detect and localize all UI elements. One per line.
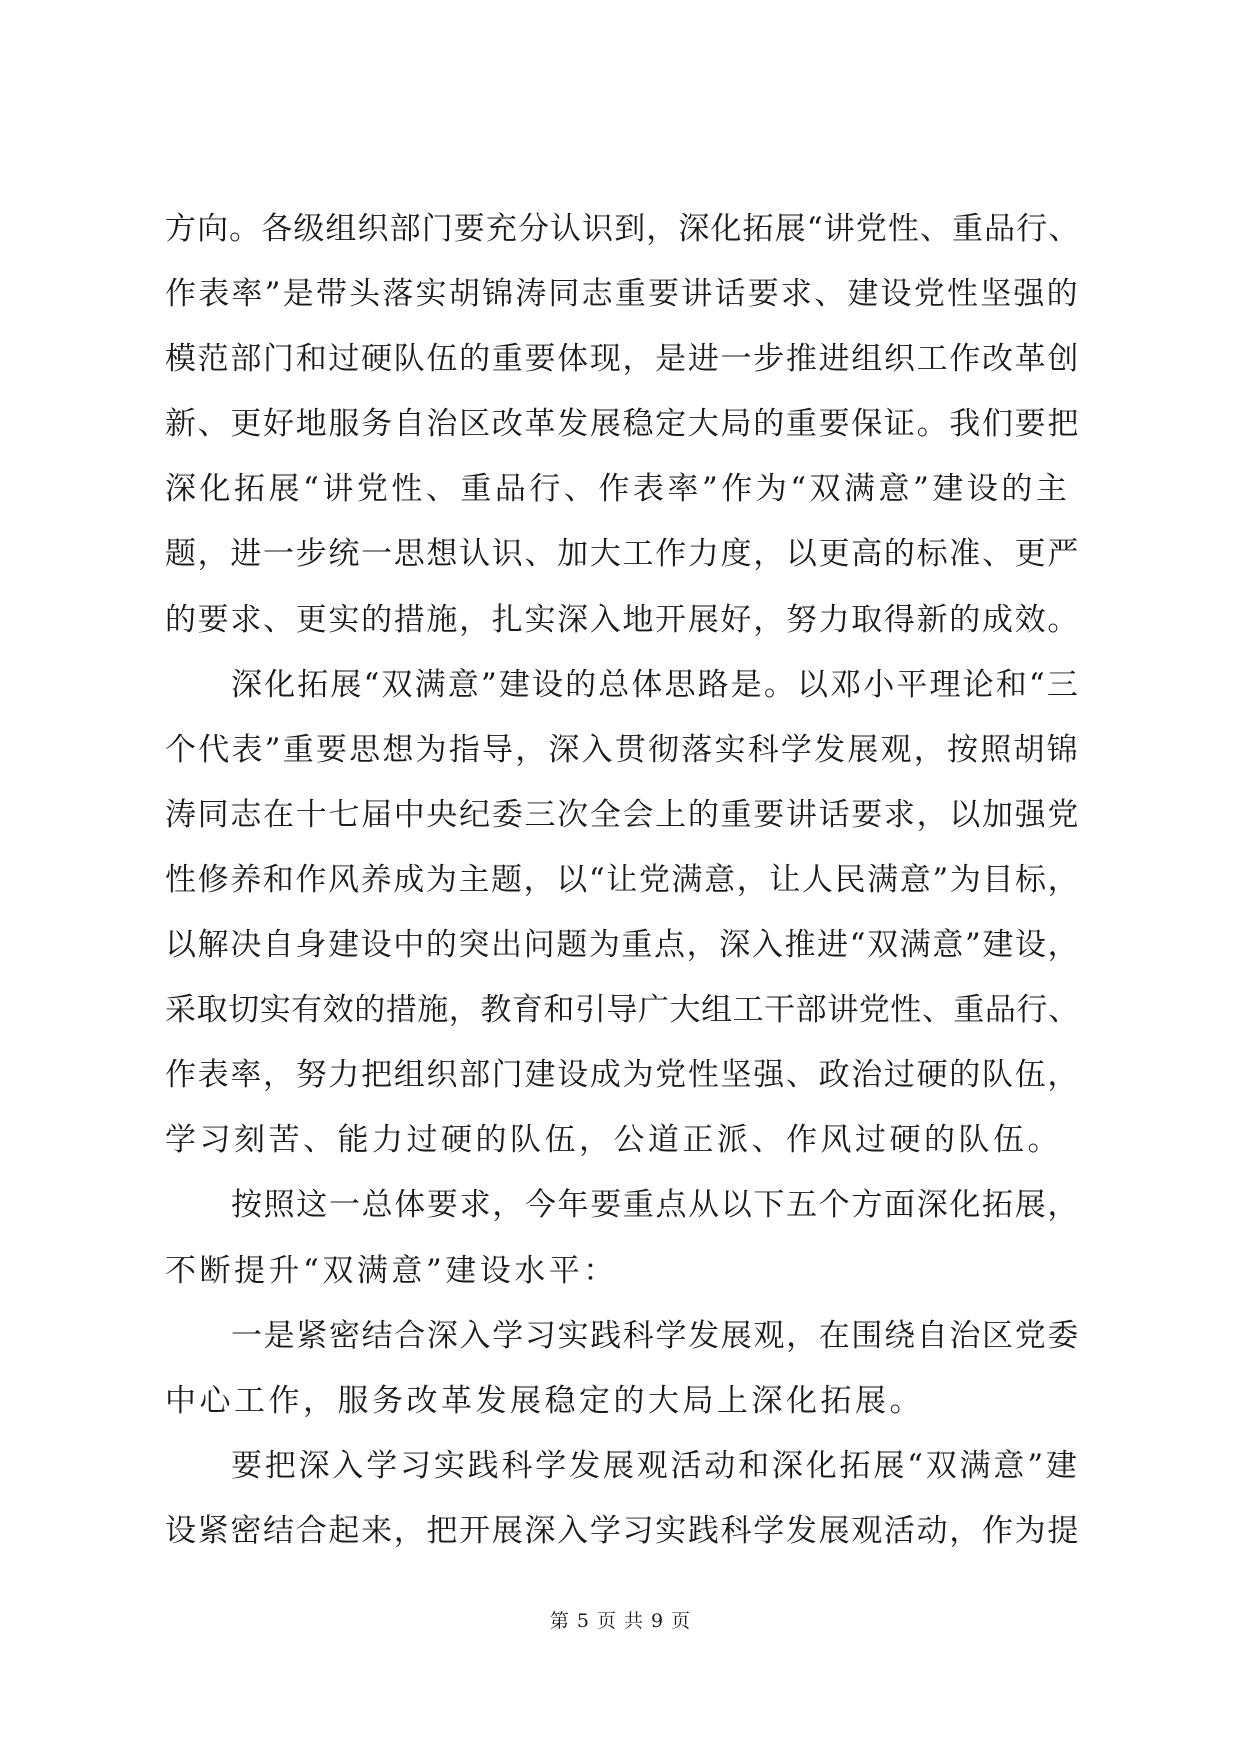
body-text	[165, 197, 1080, 1564]
text-line: 不断提升“双满意”建设水平：	[165, 1252, 618, 1289]
text-line: 新、更好地服务自治区改革发展稳定大局的重要保证。我们要把	[165, 406, 1080, 443]
text-line: 作表率”是带头落实胡锦涛同志重要讲话要求、建设党性坚强的	[165, 276, 1080, 313]
text-line: 采取切实有效的措施，教育和引导广大组工干部讲党性、重品行、	[165, 992, 1080, 1029]
paragraph-first-line: 要把深入学习实践科学发展观活动和深化拓展“双满意”建	[231, 1447, 1080, 1484]
text-line: 深化拓展“讲党性、重品行、作表率”作为“双满意”建设的主	[165, 471, 1071, 508]
text-line: 方向。各级组织部门要充分认识到，深化拓展“讲党性、重品行、	[165, 211, 1081, 247]
text-line: 个代表”重要思想为指导，深入贯彻落实科学发展观，按照胡锦	[165, 731, 1080, 768]
text-line: 作表率，努力把组织部门建设成为党性坚强、政治过硬的队伍，	[165, 1057, 1080, 1094]
paragraph-first-line: 按照这一总体要求，今年要重点从以下五个方面深化拓展，	[231, 1187, 1080, 1224]
text-line: 学习刻苦、能力过硬的队伍，公道正派、作风过硬的队伍。	[165, 1122, 1062, 1159]
text-line: 设紧密结合起来，把开展深入学习实践科学发展观活动，作为提	[165, 1512, 1080, 1549]
text-line: 性修养和作风养成为主题，以“让党满意，让人民满意”为目标，	[165, 861, 1081, 898]
page-footer: 第 5 页 共 9 页	[549, 1610, 692, 1632]
text-line: 模范部门和过硬队伍的重要体现，是进一步推进组织工作改革创	[165, 341, 1080, 378]
paragraph-first-line: 深化拓展“双满意”建设的总体思路是。以邓小平理论和“三	[231, 666, 1081, 703]
text-line: 中心工作，服务改革发展稳定的大局上深化拓展。	[165, 1382, 924, 1419]
text-line: 以解决自身建设中的突出问题为重点，深入推进“双满意”建设，	[165, 927, 1081, 964]
paragraph-first-line: 一是紧密结合深入学习实践科学发展观，在围绕自治区党委	[231, 1317, 1080, 1354]
text-line: 题，进一步统一思想认识、加大工作力度，以更高的标准、更严	[165, 536, 1080, 573]
text-line: 涛同志在十七届中央纪委三次全会上的重要讲话要求，以加强党	[165, 796, 1080, 833]
text-line: 的要求、更实的措施，扎实深入地开展好，努力取得新的成效。	[165, 601, 1080, 638]
